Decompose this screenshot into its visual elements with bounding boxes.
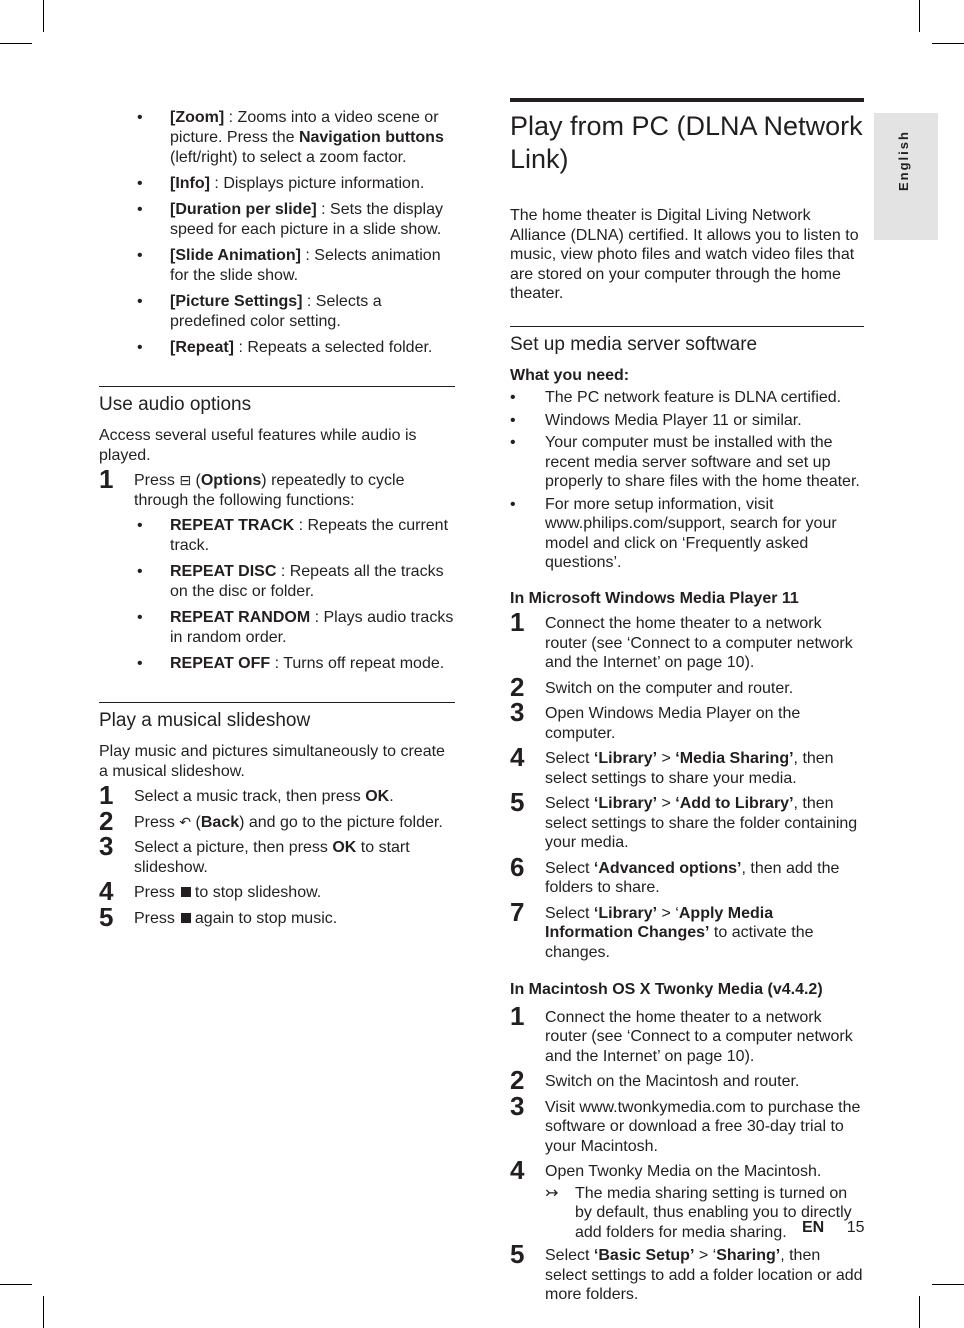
language-tab-label: English	[896, 130, 911, 191]
need-label: What you need:	[510, 366, 630, 384]
list-item: • REPEAT TRACK : Repeats the current track.	[137, 517, 449, 554]
step: 5 Select ‘Basic Setup’ > ‘Sharing’, then select settings to add a folder location or add more folders.	[510, 1239, 863, 1303]
crop-mark	[932, 1284, 964, 1285]
list-item: • [Duration per slide] : Sets the display speed for each picture in a slide show.	[137, 201, 443, 238]
right-column	[510, 98, 864, 1311]
crop-mark	[43, 1296, 44, 1328]
list-item: • For more setup information, visit www.philips.com/support, search for your model and click on ‘Frequently asked questions’.	[510, 495, 837, 571]
step: 1 Select a music track, then press OK.	[99, 780, 394, 810]
left-column	[99, 108, 455, 934]
section-heading-setup: Set up media server software	[510, 333, 758, 355]
crop-mark	[932, 43, 964, 44]
list-item: • [Repeat] : Repeats a selected folder.	[137, 339, 433, 356]
section-heading-slideshow: Play a musical slideshow	[99, 710, 311, 731]
divider	[99, 702, 455, 703]
list-item: • [Zoom] : Zooms into a video scene or picture. Press the Navigation buttons (left/right) to select a zoom factor.	[137, 109, 444, 166]
footer-lang: EN	[802, 1219, 825, 1236]
step: 1 Connect the home theater to a network router (see ‘Connect to a computer network and the Internet’ on page 10).	[510, 607, 853, 671]
list-item: • REPEAT RANDOM : Plays audio tracks in random order.	[137, 609, 454, 646]
wmp-heading: In Microsoft Windows Media Player 11	[510, 589, 799, 607]
step: 5 Select ‘Library’ > ‘Add to Library’, then select settings to share the folder containing your media.	[510, 787, 858, 851]
crop-mark	[919, 1296, 920, 1328]
crop-mark	[919, 0, 920, 32]
list-item: • [Slide Animation] : Selects animation for the slide show.	[137, 247, 441, 284]
result-arrow-icon: ↣	[545, 1184, 559, 1202]
step: 4 Select ‘Library’ > ‘Media Sharing’, then select settings to share your media.	[510, 742, 834, 787]
crop-mark	[0, 1284, 32, 1285]
title-rule	[510, 98, 864, 102]
divider	[99, 386, 455, 387]
crop-mark	[0, 43, 32, 44]
back-icon: ↶	[179, 813, 192, 830]
step: 3 Open Windows Media Player on the computer.	[510, 697, 801, 742]
language-tab	[874, 113, 938, 240]
step: 2 Switch on the Macintosh and router.	[510, 1065, 800, 1095]
divider	[510, 326, 864, 327]
options-icon: ⊟	[179, 472, 192, 488]
step: 6 Select ‘Advanced options’, then add the folders to share.	[510, 851, 840, 896]
stop-icon	[181, 887, 191, 897]
page-number: 15	[846, 1219, 865, 1236]
list-item: • [Picture Settings] : Selects a predefined color setting.	[137, 293, 382, 330]
picture-options-list	[99, 108, 455, 358]
step: 3 Select a picture, then press OK to start slideshow.	[99, 831, 410, 876]
step: 3 Visit www.twonkymedia.com to purchase the software or download a free 30-day trial to your Macintosh.	[510, 1090, 861, 1155]
step: 2 Switch on the computer and router.	[510, 671, 794, 702]
step: 7 Select ‘Library’ > ‘Apply Media Information Changes’ to activate the changes.	[510, 896, 814, 961]
dlna-intro: The home theater is Digital Living Network Alliance (DLNA) certified. It allows you to listen to music, view photo files and watch video files that are stored on your computer through the home theater.	[510, 207, 859, 302]
step: 4 Open Twonky Media on the Macintosh. ↣ The media sharing setting is turned on by default, thus enabling you to directly add folders for media sharing.	[510, 1162, 864, 1242]
step: 1 Press ⊟ (Options) repeatedly to cycle through the following functions:	[99, 464, 405, 509]
section-heading-audio: Use audio options	[99, 394, 252, 415]
list-item: • REPEAT OFF : Turns off repeat mode.	[137, 655, 445, 672]
mac-heading: In Macintosh OS X Twonky Media (v4.4.2)	[510, 981, 823, 998]
page-footer	[802, 1219, 864, 1237]
slideshow-intro: Play music and pictures simultaneously to create a musical slideshow.	[99, 743, 445, 780]
list-item: • REPEAT DISC : Repeats all the tracks on the disc or folder.	[137, 563, 444, 600]
step: 1 Connect the home theater to a network router (see ‘Connect to a computer network and the Internet’ on page 10).	[510, 1000, 853, 1065]
audio-intro: Access several useful features while audio is played.	[99, 427, 417, 464]
crop-mark	[43, 0, 44, 32]
list-item: • Windows Media Player 11 or similar.	[510, 411, 802, 429]
page-title: Play from PC (DLNA Network Link)	[510, 111, 863, 174]
list-item: • [Info] : Displays picture information.	[137, 175, 425, 192]
stop-icon	[181, 913, 191, 923]
step: 2 Press ↶ (Back) and go to the picture folder.	[99, 805, 443, 836]
list-item: • The PC network feature is DLNA certified.	[510, 389, 842, 406]
step: 5 Press again to stop music.	[99, 901, 338, 932]
step: 4 Press to stop slideshow.	[99, 876, 322, 906]
step-result: ↣ The media sharing setting is turned on by default, thus enabling you to directly add folders for media sharing.	[545, 1184, 852, 1241]
list-item: • Your computer must be installed with the recent media server software and set up properly to share files with the home theater.	[510, 434, 860, 490]
